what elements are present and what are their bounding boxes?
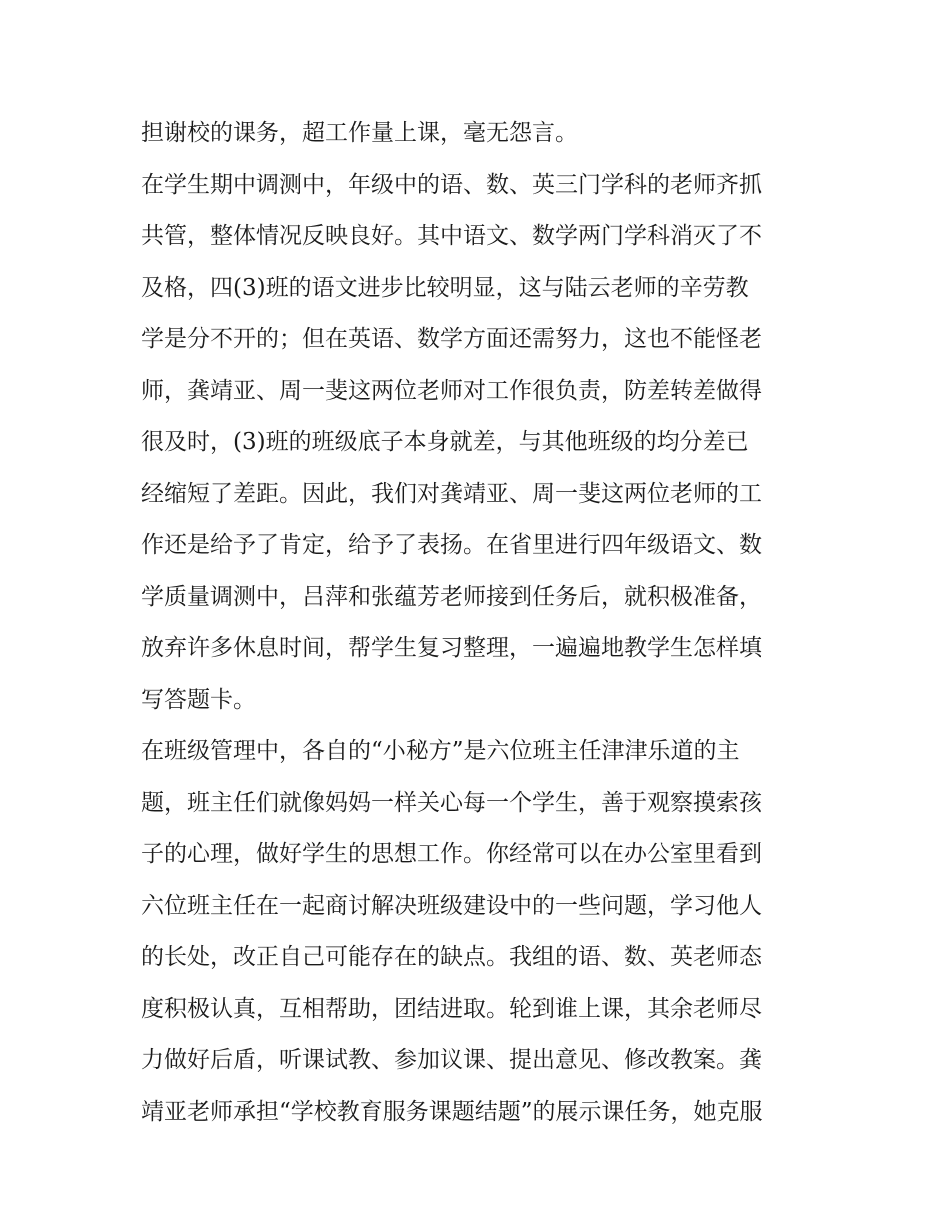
text-line: 作还是给予了肯定，给予了表扬。在省里进行四年级语文、数 xyxy=(141,532,762,558)
text-line: 度积极认真，互相帮助，团结进取。轮到谁上课，其余老师尽 xyxy=(141,995,762,1022)
text-line: 共管，整体情况反映良好。其中语文、数学两门学科消灭了不 xyxy=(141,223,762,249)
text-line: 担谢校的课务，超工作量上课，毫无怨言。 xyxy=(141,120,578,146)
text-line: 在班级管理中，各自的“小秘方”是六位班主任津津乐道的主 xyxy=(141,738,740,764)
text-line: 题，班主任们就像妈妈一样关心每一个学生，善于观察摸索孩 xyxy=(141,789,762,816)
text-line: 力做好后盾，听课试教、参加议课、提出意见、修改教案。龚 xyxy=(141,1047,762,1073)
text-line: 放弃许多休息时间，帮学生复习整理，一遍遍地教学生怎样填 xyxy=(141,635,762,661)
text-line: 六位班主任在一起商讨解决班级建设中的一些问题，学习他人 xyxy=(141,892,762,919)
text-line: 很及时，(3)班的班级底子本身就差，与其他班级的均分差已 xyxy=(141,429,749,455)
text-line: 师，龚靖亚、周一斐这两位老师对工作很负责，防差转差做得 xyxy=(141,377,762,404)
text-line: 写答题卡。 xyxy=(141,686,256,713)
text-line: 及格，四(3)班的语文进步比较明显，这与陆云老师的辛劳教 xyxy=(141,274,749,301)
text-line: 子的心理，做好学生的思想工作。你经常可以在办公室里看到 xyxy=(141,841,762,867)
text-line: 学是分不开的；但在英语、数学方面还需努力，这也不能怪老 xyxy=(141,326,762,352)
body-text xyxy=(141,108,821,1138)
text-line: 学质量调测中，吕萍和张蕴芳老师接到任务后，就积极准备， xyxy=(141,583,762,610)
text-line: 的长处，改正自己可能存在的缺点。我组的语、数、英老师态 xyxy=(141,944,762,970)
text-line: 经缩短了差距。因此，我们对龚靖亚、周一斐这两位老师的工 xyxy=(141,480,762,507)
text-line: 在学生期中调测中，年级中的语、数、英三门学科的老师齐抓 xyxy=(141,171,762,198)
text-line: 靖亚老师承担“学校教育服务课题结题”的展示课任务，她克服 xyxy=(141,1098,763,1125)
